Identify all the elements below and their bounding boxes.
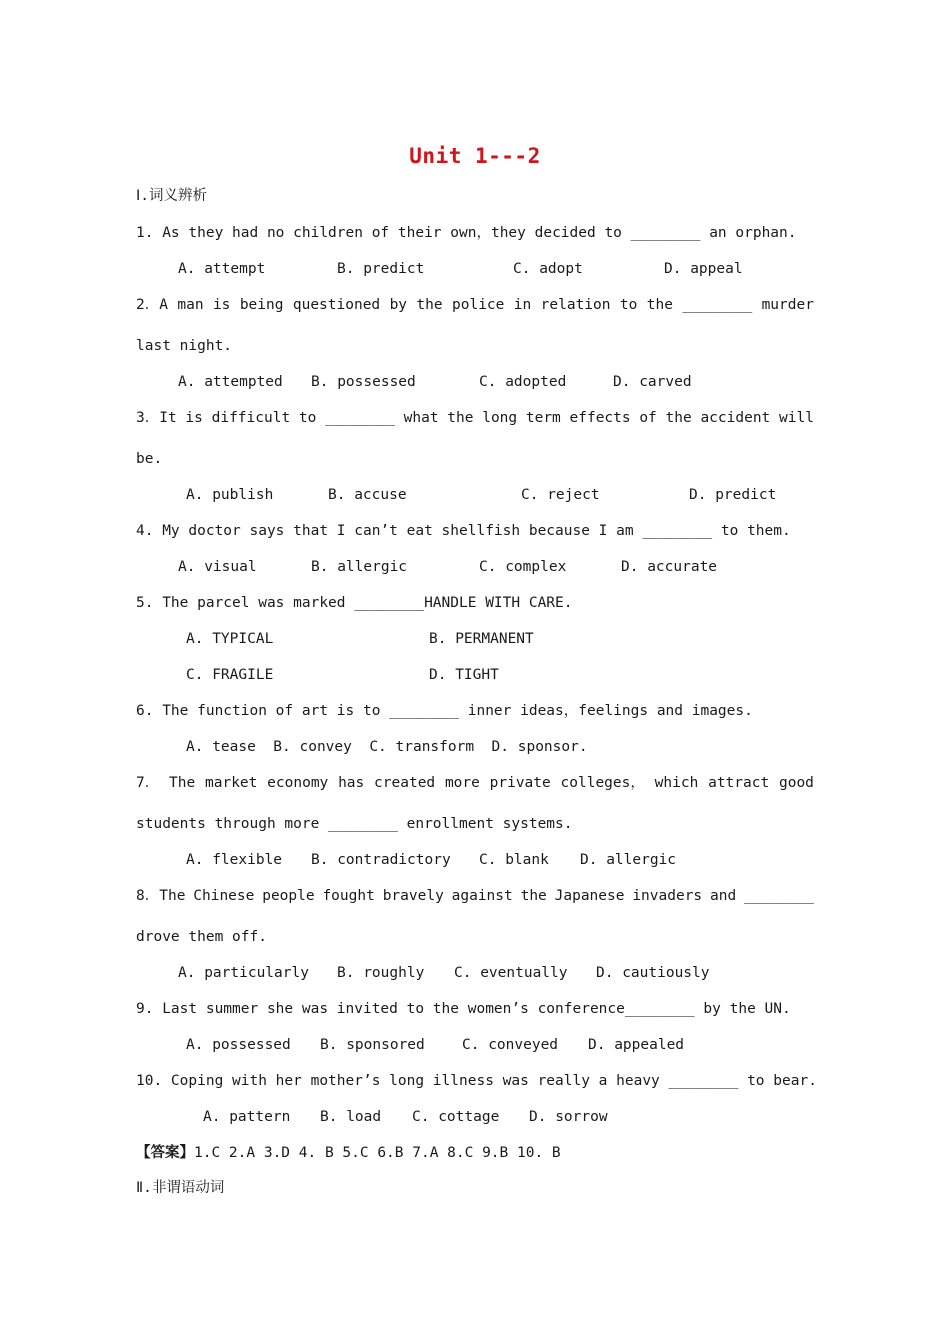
stem-word: the [520,888,547,904]
stem-word: difficult [211,410,291,426]
question-3-stem [136,408,814,428]
question-8-stem-continued: drove them off. [136,929,267,945]
q3-option-d: D. predict [689,487,777,503]
stem-word: and [710,888,737,904]
question-5-stem: 5. The parcel was marked ________HANDLE WITH CARE. [136,595,573,611]
q3-option-a: A. publish [186,487,274,503]
stem-word: good [778,775,814,791]
answer-label: 【答案】 [136,1145,194,1161]
stem-word: ________ [325,410,395,426]
q8-option-a: A. particularly [178,965,309,981]
stem-word: the [416,297,443,313]
q3-option-c: C. reject [521,487,600,503]
q9-option-a: A. possessed [186,1037,291,1053]
stem-word: what [403,410,439,426]
q7-option-b: B. contradictory [311,852,451,868]
stem-word: being [239,297,284,313]
q7-option-d: D. allergic [580,852,677,868]
stem-word: by [389,297,408,313]
section-heading-1: Ⅰ.词义辨析 [136,188,208,204]
stem-word: has [338,775,365,791]
q5-option-c: C. FRAGILE [186,667,274,683]
q9-option-c: C. conveyed [462,1037,559,1053]
stem-word: the [447,410,474,426]
stem-word: invaders [632,888,703,904]
q4-option-a: A. visual [178,559,257,575]
stem-word: is [212,297,231,313]
stem-word: 3．It [136,410,177,426]
stem-word: market [205,775,258,791]
question-2-stem-continued: last night. [136,338,233,354]
q8-option-c: C. eventually [454,965,568,981]
q5-option-d: D. TIGHT [429,667,499,683]
answer-key [136,1143,561,1163]
q4-option-d: D. accurate [621,559,718,575]
stem-word: Japanese [554,888,625,904]
q1-option-a: A. attempt [178,261,266,277]
stem-word: attract [708,775,770,791]
stem-word: the [646,297,673,313]
stem-word: The [169,775,196,791]
q4-option-b: B. allergic [311,559,408,575]
stem-word: created [374,775,436,791]
stem-word: of [639,410,657,426]
question-7-stem-continued: students through more ________ enrollment systems. [136,816,573,832]
stem-word: man [177,297,204,313]
q9-option-d: D. appealed [588,1037,685,1053]
q2-option-b: B. possessed [311,374,416,390]
q8-option-d: D. cautiously [596,965,710,981]
stem-word: ________ [682,297,753,313]
question-9-stem: 9. Last summer she was invited to the women’s conference________ by the UN. [136,1001,791,1017]
stem-word: 2．A [136,297,168,313]
stem-word: to [619,297,638,313]
q4-option-c: C. complex [479,559,567,575]
question-1-stem: 1. As they had no children of their own，they decided to ________ an orphan. [136,225,797,241]
stem-word: 8．The [136,888,186,904]
stem-word: which [654,775,699,791]
stem-word: police [452,297,505,313]
stem-word: in [513,297,532,313]
stem-word: term [525,410,561,426]
stem-word: bravely [382,888,444,904]
q7-option-a: A. flexible [186,852,283,868]
question-4-stem: 4. My doctor says that I can’t eat shellfish because I am ________ to them. [136,523,791,539]
stem-word: 7． [136,775,160,791]
q10-option-d: D. sorrow [529,1109,608,1125]
stem-word: murder [761,297,814,313]
q10-option-a: A. pattern [203,1109,291,1125]
q3-option-b: B. accuse [328,487,407,503]
stem-word: Chinese [193,888,255,904]
question-6-stem: 6. The function of art is to ________ inner ideas，feelings and images. [136,703,753,719]
stem-word: accident [700,410,771,426]
answer-text: 1.C 2.A 3.D 4. B 5.C 6.B 7.A 8.C 9.B 10. B [194,1145,561,1161]
stem-word: people [262,888,315,904]
question-2-stem [136,295,814,315]
q1-option-c: C. adopt [513,261,583,277]
q10-option-c: C. cottage [412,1109,500,1125]
question-10-stem: 10. Coping with her mother’s long illness was really a heavy ________ to bear. [136,1073,817,1089]
stem-word: long [482,410,518,426]
stem-word: economy [267,775,329,791]
q8-option-b: B. roughly [337,965,425,981]
stem-word: is [185,410,203,426]
stem-word: will [779,410,814,426]
q5-option-a: A. TYPICAL [186,631,274,647]
page-title: Unit 1---2 [409,144,541,168]
stem-word: more [444,775,480,791]
section-heading-2: Ⅱ.非谓语动词 [136,1180,225,1196]
question-7-stem [136,773,814,793]
q2-option-a: A. attempted [178,374,283,390]
q2-option-c: C. adopted [479,374,567,390]
stem-word: to [298,410,317,426]
stem-word: questioned [292,297,381,313]
question-8-stem [136,886,814,906]
q1-option-b: B. predict [337,261,425,277]
question-3-stem-continued: be. [136,451,163,467]
stem-word: effects [569,410,631,426]
q2-option-d: D. carved [613,374,692,390]
stem-word: private [489,775,551,791]
q7-option-c: C. blank [479,852,549,868]
stem-word: relation [540,297,611,313]
stem-word: ________ [744,888,814,904]
stem-word: colleges， [560,775,645,791]
stem-word: against [451,888,513,904]
stem-word: fought [322,888,375,904]
q6-options: A. tease B. convey C. transform D. sponsor. [186,739,588,755]
q9-option-b: B. sponsored [320,1037,425,1053]
q1-option-d: D. appeal [664,261,743,277]
q10-option-b: B. load [320,1109,382,1125]
stem-word: the [665,410,692,426]
q5-option-b: B. PERMANENT [429,631,534,647]
